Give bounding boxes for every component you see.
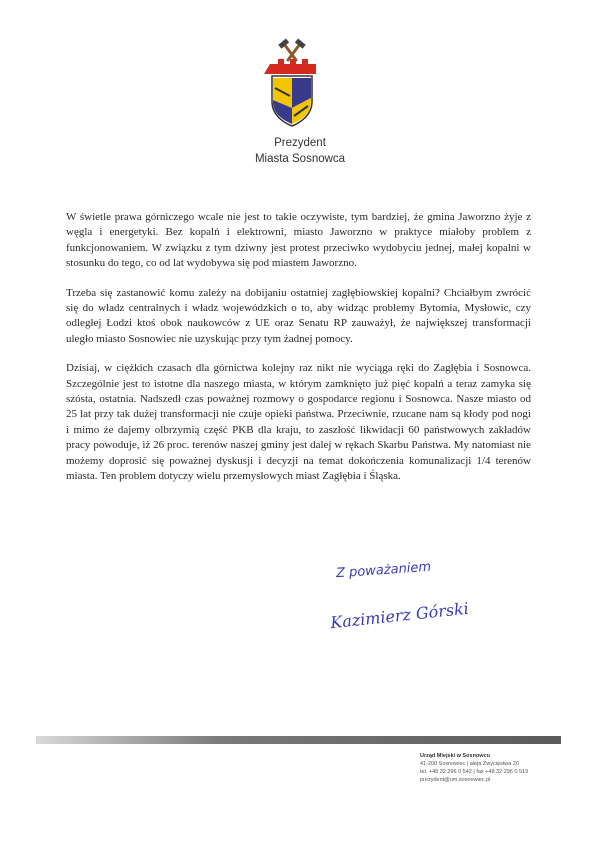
paragraph: Dzisiaj, w ciężkich czasach dla górnictwa kolejny raz nikt nie wyciąga ręki do Zagłębia i Sosnowca. Szczególnie jest to istotne dla naszego miasta, w którym zamknięto już pięć kopalń a teraz zamyka się szósta, ostatnia. Nadszedł czas poważnej rozmowy o gospodarce regionu i Sosnowca. Nasze miasto od 25 lat przy tak dużej transformacji nie czuje opieki państwa. Przeciwnie, rzucane nam są kłody pod nogi i mimo że dajemy olbrzymią część PKB dla kraju, to zaszłość likwidacji 60 państwowych zakładów pracy powoduje, iż 26 proc. terenów naszej gminy jest dalej w rękach Skarbu Państwa. My natomiast nie możemy doprosić się poważnej dyskusji i decyzji na temat dokończenia komunalizacji 1/4 terenów miasta. Ten problem dotyczy wielu przemysłowych miast Zagłębia i Śląska. — [66, 362, 531, 483]
footer-divider — [36, 736, 561, 744]
footer-phone: tel. +48 32 296 0 542 | fax +48 32 296 0 519 — [420, 769, 529, 775]
footer-address: 41-200 Sosnowiec | aleja Zwycięstwa 20 — [420, 761, 519, 767]
letterhead-title: Prezydent — [274, 137, 326, 149]
paragraph: W świetle prawa górniczego wcale nie jest to takie oczywiste, tym bardziej, że gmina Jaworzno żyje z węgla i energetyki. Bez kopalń i elektrowni, miasto Jaworzno w praktyce miałoby problem z funkcjonowaniem. W związku z tym dziwny jest protest przeciwko wydobyciu jednej, małej kopalni w stosunku do tego, co od lat wydobywa się pod miastem Jaworzno. — [66, 211, 531, 270]
signature-name: Kazimierz Górski — [329, 598, 470, 633]
footer-contact — [420, 752, 528, 784]
letterhead-subtitle: Miasta Sosnowca — [254, 153, 346, 165]
signature-closing: Z poważaniem — [335, 559, 432, 582]
paragraph: Trzeba się zastanowić komu zależy na dobijaniu ostatniej zagłębiowskiej kopalni? Chciałbym zwrócić się do władz centralnych i władz wojewódzkich o to, aby widząc problemy Bytomia, Mysłowic, czy odległej Łodzi ktoś obok naukowców z UE oraz Senatu RP zauważył, że największej transformacji uległo miasto Sosnowiec nie uzyskując przy tym żadnej pomocy. — [66, 286, 531, 345]
footer-email[interactable]: prezydent@um.sosnowiec.pl — [420, 777, 491, 783]
footer-organization: Urząd Miejski w Sosnowcu — [420, 753, 490, 759]
sosnowiec-coat-of-arms-icon — [262, 38, 322, 128]
letter-body — [66, 210, 531, 499]
